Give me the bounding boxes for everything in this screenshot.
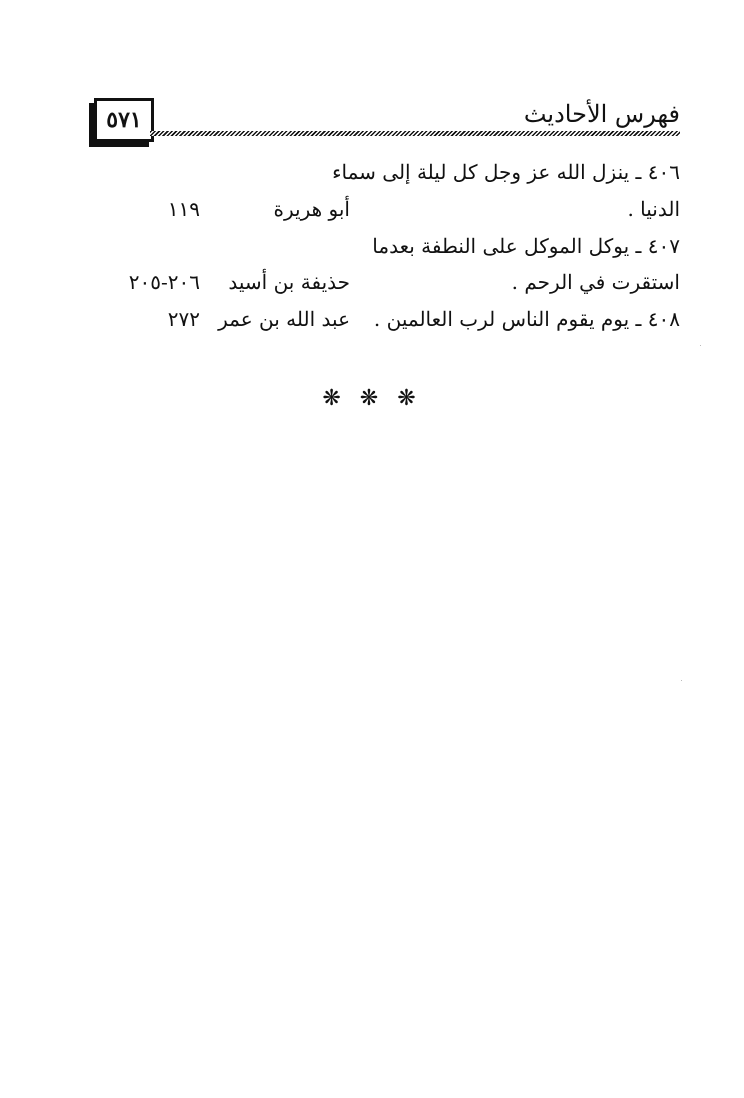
page-title: فهرس الأحاديث [523,100,680,128]
page-number: ٥٧١ [94,98,154,142]
entry-408-line-1 [100,307,680,339]
entry-406-line-2 [100,197,680,229]
entry-407-narrator: حذيفة بن أسيد [228,270,350,294]
entry-406-pages: ١١٩ [167,197,200,221]
page-header [88,98,680,144]
entry-407-line-2 [100,270,680,302]
header-rule [150,131,680,136]
entry-406-narrator: أبو هريرة [273,197,350,221]
entry-406-text: ٤٠٦ ـ ينزل الله عز وجل كل ليلة إلى سماء [332,160,680,184]
entry-407-text: ٤٠٧ ـ يوكل الموكل على النطفة بعدما [372,234,680,258]
scan-speck [700,345,701,346]
entry-408-pages: ٢٧٢ [167,307,200,331]
section-end-ornament: ❋ ❋ ❋ [322,386,422,411]
entry-407-line-1 [100,234,680,266]
entry-406-line-1 [100,160,680,192]
entry-408-text: ٤٠٨ ـ يوم يقوم الناس لرب العالمين . [373,307,680,331]
entry-406-text-cont: الدنيا . [627,197,680,221]
entry-408-narrator: عبد الله بن عمر [218,307,350,331]
entry-407-text-cont: استقرت في الرحم . [511,270,680,294]
scan-speck [681,680,682,681]
entry-407-pages: ٢٠٦-٢٠٥ [128,270,200,294]
